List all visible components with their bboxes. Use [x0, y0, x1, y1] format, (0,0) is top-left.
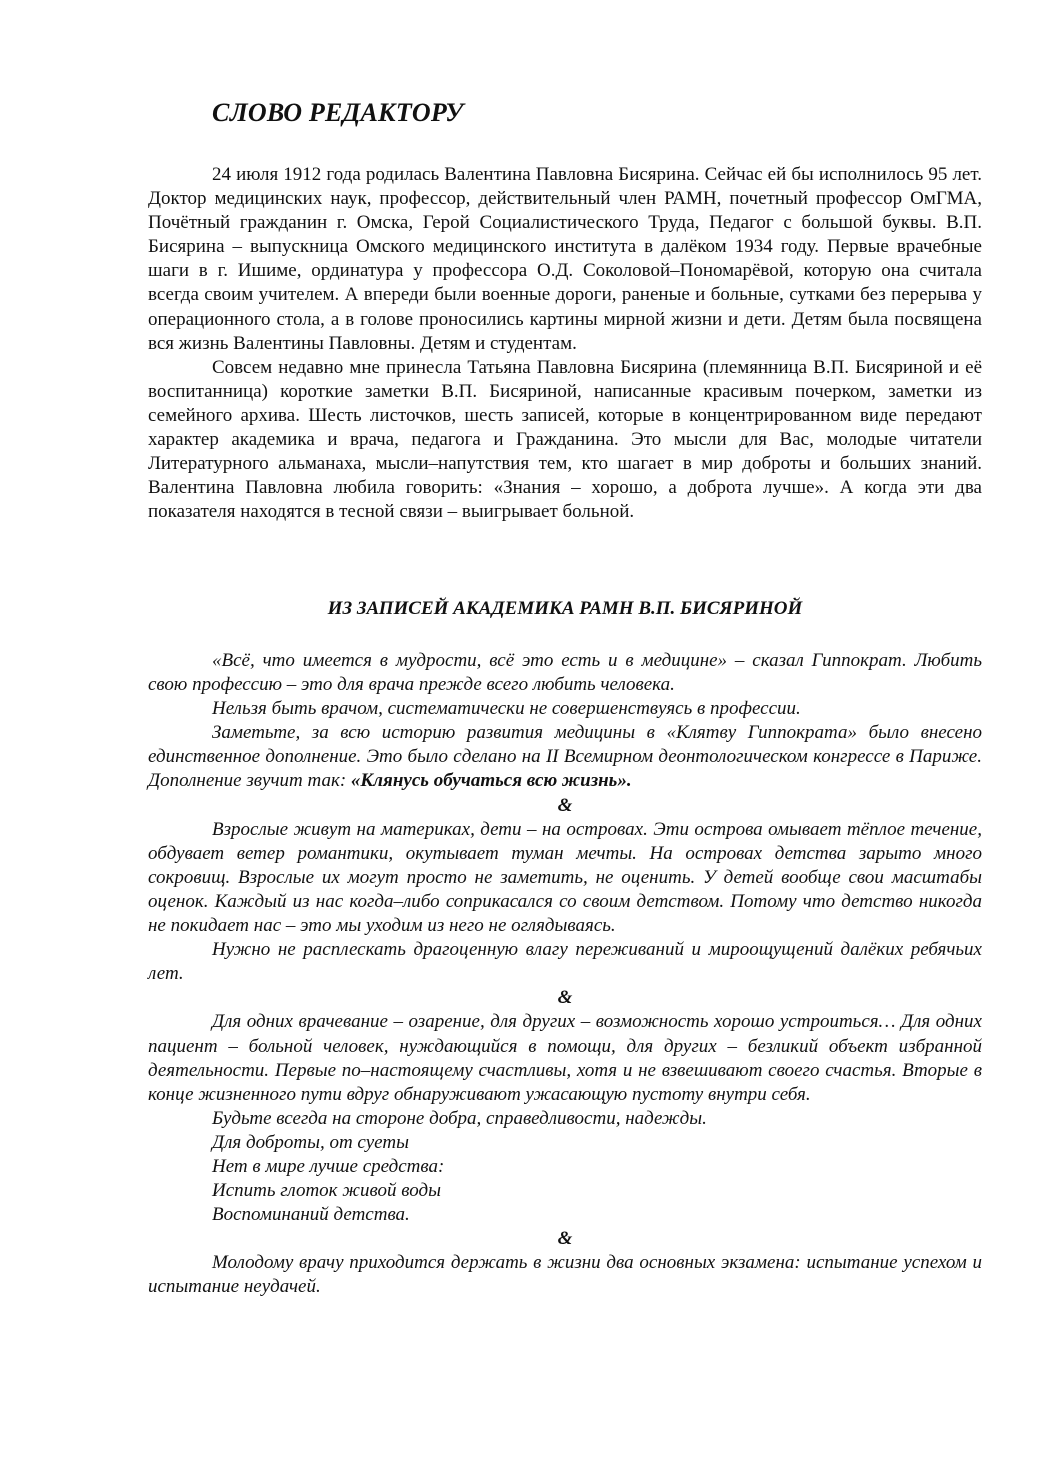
poem-verse — [148, 1131, 982, 1227]
ampersand-separator: & — [557, 794, 573, 816]
intro-paragraph-1: 24 июля 1912 года родилась Валентина Павловна Бисярина. Сейчас ей бы исполнилось 95 лет. Доктор медицинских наук, профессор, действительный член РАМН, почетный профессор ОмГМА, Почётный гражданин г. Омска, Герой Социалистического Труда, Педагог с большой буквы. В.П. Бисярина – выпускница Омского медицинского института в далёком 1934 году. Первые врачебные шаги в г. Ишиме, ординатура у профессора О.Д. Соколовой–Пономарёвой, которую она считала всегда своим учителем. А впереди были военные дороги, раненые и больные, сутками без перерыва у операционного стола, а в голове проносились картины мирной жизни и дети. Детям была посвящена вся жизнь Валентины Павловны. Детям и студентам. — [148, 164, 982, 354]
note-paragraph: Молодому врачу приходится держать в жизни два основных экзамена: испытание успехом и испытание неудачей. — [148, 1252, 982, 1298]
note-paragraph: Нужно не расплескать драгоценную влагу переживаний и мироощущений далёких ребячьих лет. — [148, 939, 982, 985]
verse-line: Испить глоток живой воды — [212, 1180, 441, 1202]
note-paragraph: Взрослые живут на материках, дети – на островах. Эти острова омывает тёплое течение, обдувает ветер романтики, окутывает туман мечты. На островах детства зарыто много сокровищ. Взрослые их могут просто не заметить, не оценить. У детей вообще свои масштабы оценок. Каждый из нас когда–либо соприкасался со своим детством. Потому что детство никогда не покидает нас – это мы уходим из него не оглядываясь. — [148, 818, 982, 937]
note-paragraph: Для одних врачевание – озарение, для других – возможность хорошо устроиться… Для одних пациент – больной человек, нуждающийся в помощи, для других – безликий объект избранной деятельности. Первые по–настоящему счастливы, хотя и не взвешивают своего счастья. Вторые в конце жизненного пути вдруг обнаруживают ужасающую пустоту внутри себя. — [148, 1011, 982, 1105]
ampersand-separator: & — [557, 987, 573, 1009]
verse-line: Воспоминаний детства. — [212, 1204, 410, 1226]
verse-line: Нет в мире лучше средства: — [212, 1155, 445, 1177]
ampersand-separator: & — [557, 1228, 573, 1250]
note-paragraph: Нельзя быть врачом, систематически не совершенствуясь в профессии. — [212, 698, 801, 720]
intro-paragraph-2: Совсем недавно мне принесла Татьяна Павловна Бисярина (племянница В.П. Бисяриной и её воспитанница) короткие заметки В.П. Бисяриной, написанные красивым почерком, заметки из семейного архива. Шесть листочков, шесть записей, которые в концентрированном виде передают характер академика и врача, педагога и Гражданина. Это мысли для Вас, молодые читатели Литературного альманаха, мысли–напутствия тем, кто шагает в мир доброты и больших знаний. Валентина Павловна любила говорить: «Знания – хорошо, а доброта лучше». А когда эти два показателя находятся в тесной связи – выигрывает больной. — [148, 356, 982, 523]
note-paragraph: Будьте всегда на стороне добра, справедливости, надежды. — [212, 1107, 707, 1129]
oath-quote: «Клянусь обучаться всю жизнь». — [350, 770, 632, 792]
note-text: Заметьте, за всю историю развития медицины в «Клятву Гиппократа» было внесено единственное дополнение. Это было сделано на II Всемирном деонтологическом конгрессе в Париже. Дополнение звучит так: — [148, 722, 982, 792]
academic-notes — [148, 649, 982, 1300]
page-title: СЛОВО РЕДАКТОРУ — [212, 98, 464, 127]
section-subtitle: ИЗ ЗАПИСЕЙ АКАДЕМИКА РАМН В.П. БИСЯРИНОЙ — [327, 598, 803, 619]
verse-line: Для доброты, от суеты — [212, 1131, 409, 1153]
note-paragraph: «Всё, что имеется в мудрости, всё это есть и в медицине» – сказал Гиппократ. Любить свою профессию – это для врача прежде всего любить человека. — [148, 650, 982, 696]
editor-intro — [148, 163, 982, 524]
note-paragraph — [148, 721, 982, 793]
